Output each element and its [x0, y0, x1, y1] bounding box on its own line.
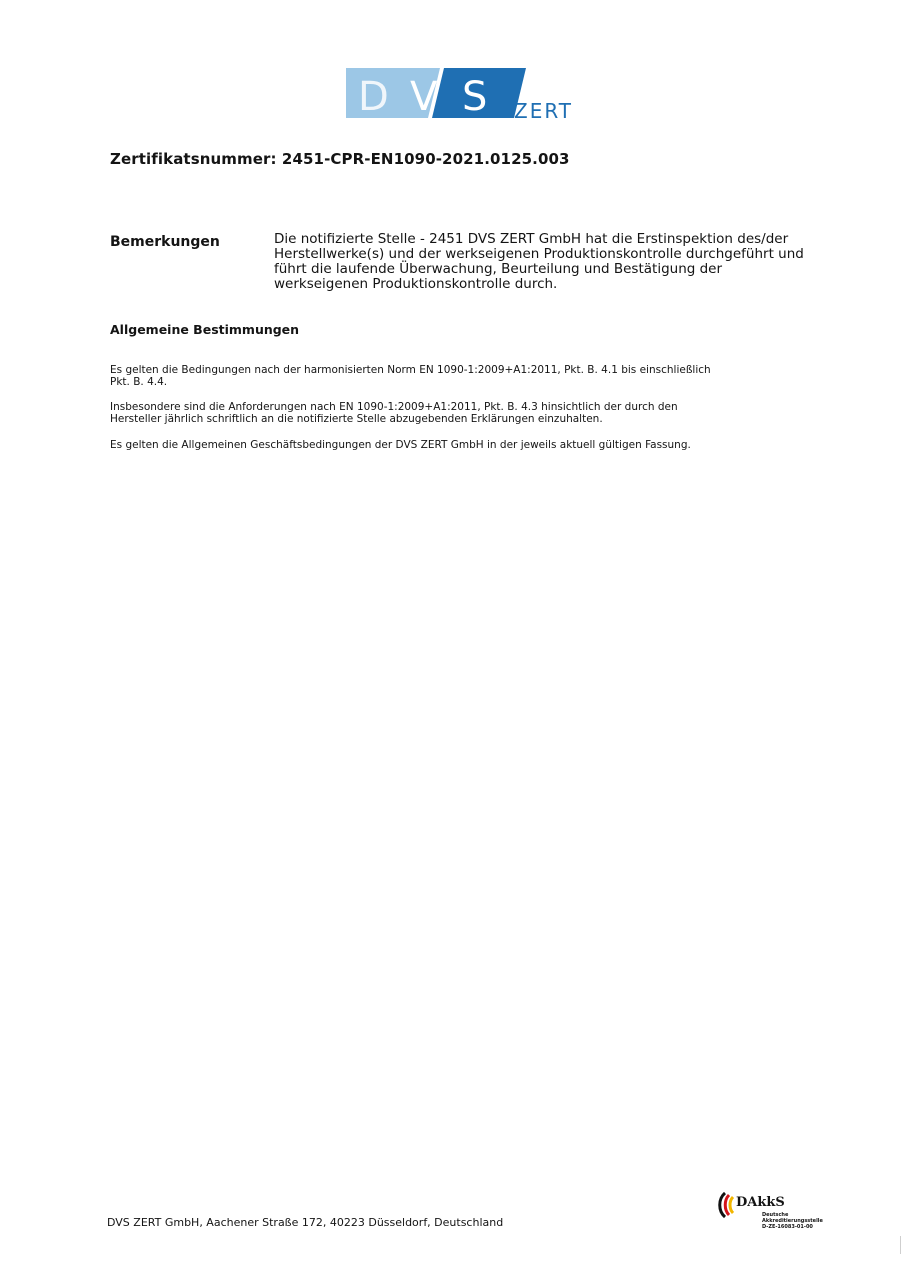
dakks-subtitle: Deutsche	[762, 1212, 789, 1218]
remarks-text	[274, 232, 804, 292]
paragraph-line: Pkt. B. 4.4.	[110, 376, 168, 388]
dakks-subtitle: Akkreditierungsstelle	[762, 1218, 823, 1224]
remarks-line: werkseigenen Produktionskontrolle durch.	[274, 276, 558, 292]
dakks-registration-id: D-ZE-16083-01-00	[762, 1224, 813, 1230]
logo-letter-d: D	[358, 74, 389, 120]
dakks-name: DAkkS	[736, 1195, 785, 1210]
remarks-line: führt die laufende Überwachung, Beurteilung und Bestätigung der	[274, 261, 723, 277]
general-provisions-heading: Allgemeine Bestimmungen	[110, 322, 300, 337]
footer-address: DVS ZERT GmbH, Aachener Straße 172, 40223 Düsseldorf, Deutschland	[107, 1216, 504, 1229]
paragraph-line: Insbesondere sind die Anforderungen nach EN 1090-1:2009+A1:2011, Pkt. B. 4.3 hinsichtlich der durch den	[110, 401, 678, 413]
scan-edge-mark	[900, 1236, 901, 1254]
logo-suffix: ZERT	[514, 99, 573, 123]
paragraph-line: Hersteller jährlich schriftlich an die notifizierte Stelle abzugebenden Erklärungen einzuhalten.	[110, 413, 603, 425]
paragraph-line: Es gelten die Bedingungen nach der harmonisierten Norm EN 1090-1:2009+A1:2011, Pkt. B. 4.1 bis einschließlich	[110, 364, 711, 376]
certificate-number: Zertifikatsnummer: 2451-CPR-EN1090-2021.0125.003	[110, 150, 570, 168]
logo-letter-s: S	[462, 74, 488, 120]
dvs-zert-logo	[344, 62, 584, 126]
paragraph-line: Es gelten die Allgemeinen Geschäftsbedingungen der DVS ZERT GmbH in der jeweils aktuell gültigen Fassung.	[110, 439, 691, 451]
dakks-symbol-icon	[716, 1192, 738, 1218]
dakks-accreditation-mark	[716, 1186, 826, 1240]
logo-letter-v: V	[410, 74, 438, 120]
remarks-line: Die notifizierte Stelle - 2451 DVS ZERT GmbH hat die Erstinspektion des/der	[274, 231, 789, 247]
provision-paragraph	[110, 439, 750, 451]
provision-paragraph	[110, 401, 750, 425]
remarks-label: Bemerkungen	[110, 234, 220, 250]
remarks-line: Herstellwerke(s) und der werkseigenen Produktionskontrolle durchgeführt und	[274, 246, 804, 262]
provision-paragraph	[110, 364, 750, 388]
